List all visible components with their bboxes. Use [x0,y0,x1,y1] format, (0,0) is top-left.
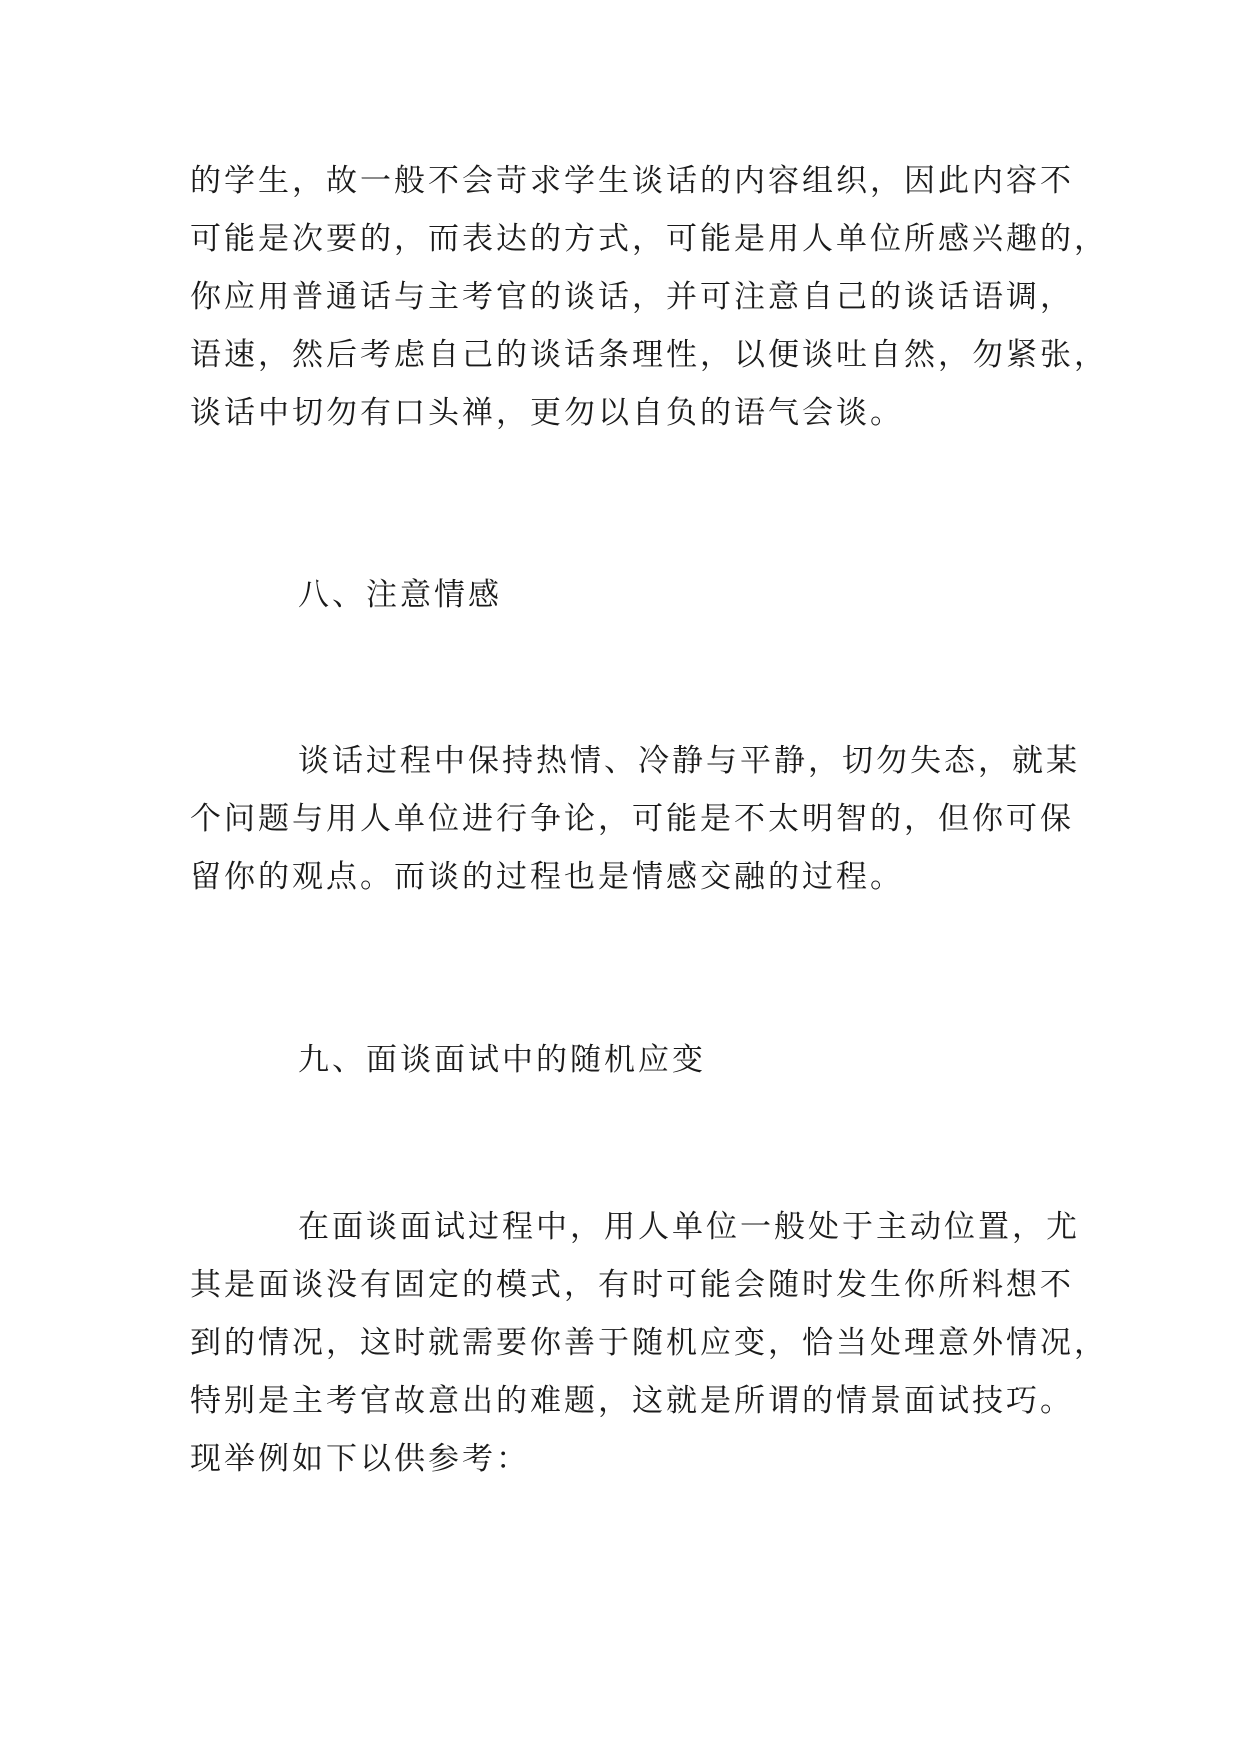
text-line: 留你的观点。而谈的过程也是情感交融的过程。 [190,859,904,895]
section-heading-8: 八、注意情感 [298,577,502,613]
paragraph-adaptability [190,1198,1108,1488]
text-line: 特别是主考官故意出的难题，这就是所谓的情景面试技巧。 [190,1383,1074,1419]
text-line: 可能是次要的，而表达的方式，可能是用人单位所感兴趣的， [190,221,1108,257]
text-line: 个问题与用人单位进行争论，可能是不太明智的，但你可保 [190,801,1074,837]
text-line: 的学生，故一般不会苛求学生谈话的内容组织，因此内容不 [190,163,1074,199]
paragraph-emotion [190,732,1080,906]
text-line: 谈话过程中保持热情、冷静与平静，切勿失态，就某 [298,743,1080,779]
text-line: 在面谈面试过程中，用人单位一般处于主动位置，尤 [298,1209,1080,1245]
paragraph-speech-manner [190,152,1108,442]
section-heading-9: 九、面谈面试中的随机应变 [298,1042,706,1078]
text-line: 语速，然后考虑自己的谈话条理性，以便谈吐自然，勿紧张， [190,337,1108,373]
text-line: 其是面谈没有固定的模式，有时可能会随时发生你所料想不 [190,1267,1074,1303]
text-line: 谈话中切勿有口头禅，更勿以自负的语气会谈。 [190,395,904,431]
text-line: 到的情况，这时就需要你善于随机应变，恰当处理意外情况， [190,1325,1108,1361]
text-line: 你应用普通话与主考官的谈话，并可注意自己的谈话语调， [190,279,1074,315]
text-line: 现举例如下以供参考： [190,1441,530,1477]
